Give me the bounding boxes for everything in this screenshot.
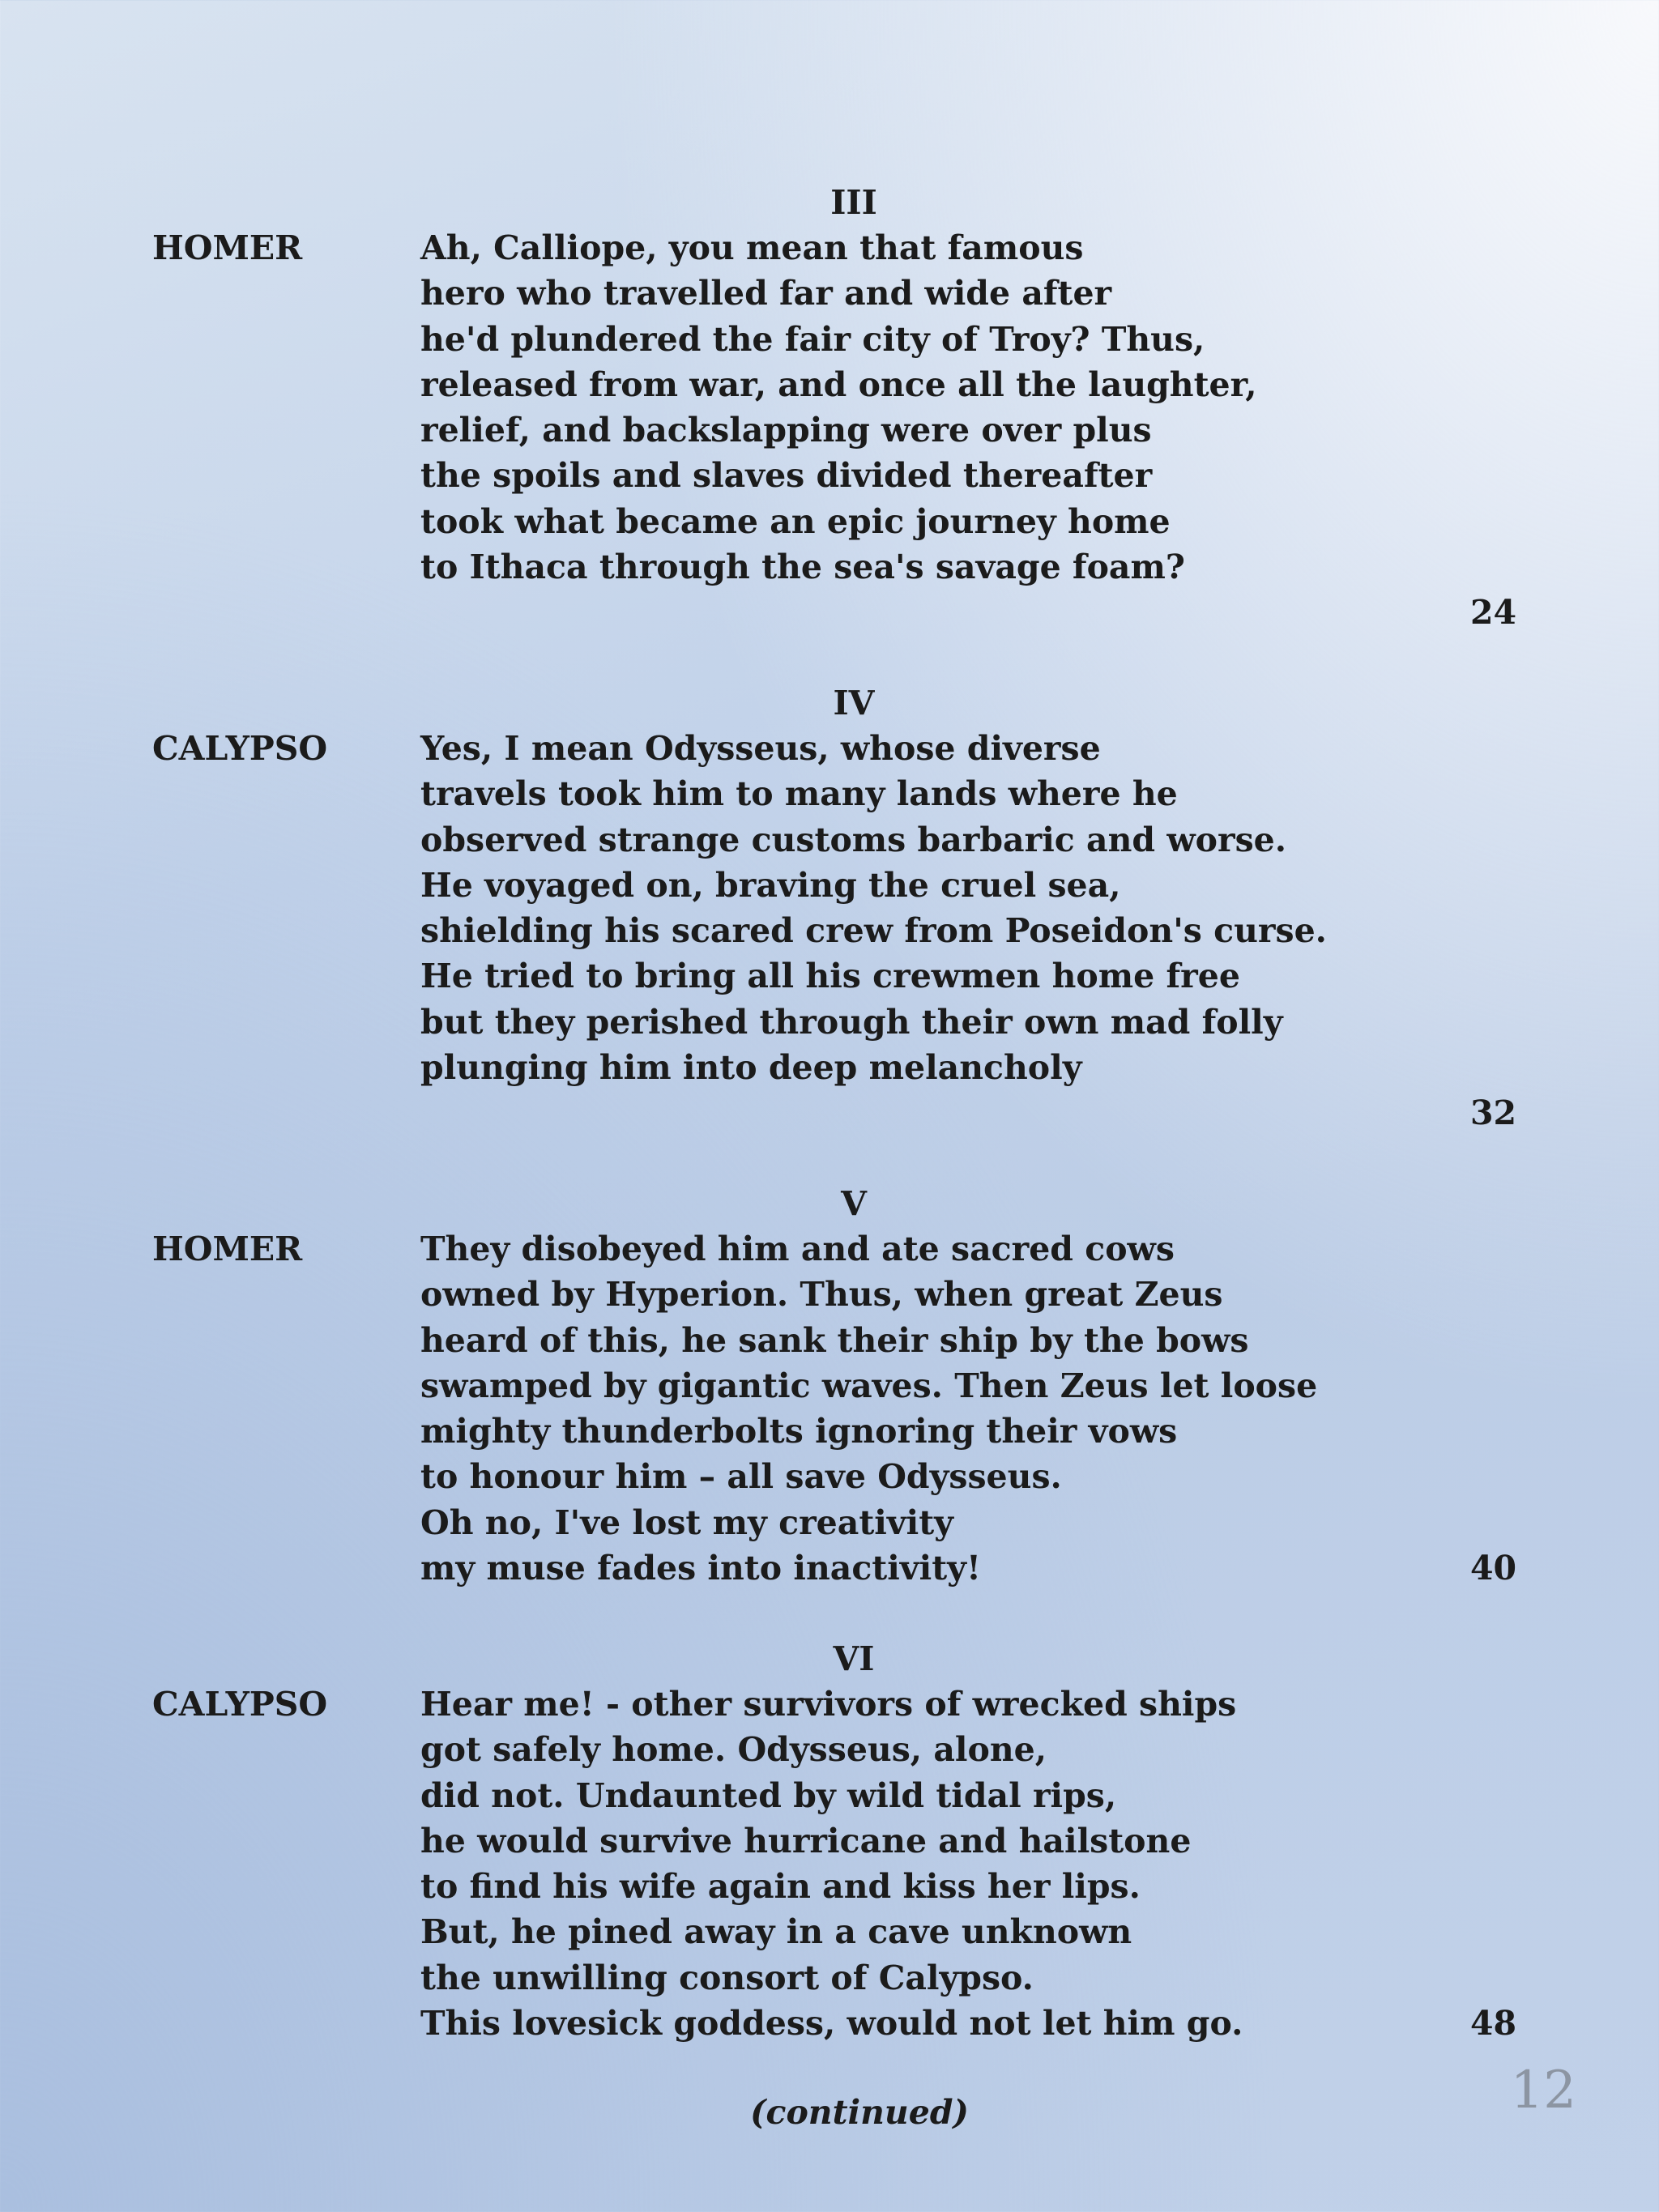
speaker-name: CALYPSO <box>152 1685 328 1724</box>
verse-line: to Ithaca through the sea's savage foam? <box>420 548 1185 587</box>
speaker-name: HOMER <box>152 1230 303 1268</box>
verse-line: plunging him into deep melancholy <box>420 1048 1082 1088</box>
line-number: 40 <box>1469 1549 1516 1588</box>
verse-line: the unwilling consort of Calypso. <box>420 1958 1034 1997</box>
verse-line: Hear me! - other survivors of wrecked ships <box>420 1685 1237 1724</box>
verse-line: hero who travelled far and wide after <box>420 274 1112 313</box>
verse-line: He tried to bring all his crewmen home free <box>420 957 1240 996</box>
stanza-lines <box>420 726 1327 1090</box>
stanza-lines <box>420 225 1257 590</box>
line-number: 32 <box>1469 1093 1516 1132</box>
verse-line: relief, and backslapping were over plus <box>420 411 1152 450</box>
verse-line: but they perished through their own mad folly <box>420 1002 1283 1042</box>
stanza-numeral: III <box>830 183 877 222</box>
continued-note: (continued) <box>750 2093 969 2132</box>
verse-line: he'd plundered the fair city of Troy? Thus, <box>420 319 1205 359</box>
verse-line: observed strange customs barbaric and worse. <box>420 820 1287 859</box>
verse-line: he would survive hurricane and hailstone <box>420 1821 1192 1860</box>
verse-line: swamped by gigantic waves. Then Zeus let loose <box>420 1366 1318 1405</box>
verse-line: shielding his scared crew from Poseidon's curse. <box>420 911 1327 951</box>
page-number: 12 <box>1510 2061 1576 2120</box>
verse-line: mighty thunderbolts ignoring their vows <box>420 1412 1178 1451</box>
speaker-name: CALYPSO <box>152 729 328 768</box>
verse-line: to find his wife again and kiss her lips. <box>420 1867 1141 1907</box>
verse-line: Yes, I mean Odysseus, whose diverse <box>420 729 1101 768</box>
verse-line: heard of this, he sank their ship by the bows <box>420 1320 1249 1360</box>
verse-line: owned by Hyperion. Thus, when great Zeus <box>420 1275 1223 1315</box>
stanza-numeral: VI <box>833 1639 875 1678</box>
verse-line: took what became an epic journey home <box>420 501 1171 541</box>
stanza-numeral: IV <box>833 684 875 722</box>
stanza-lines <box>420 1226 1317 1591</box>
verse-line: my muse fades into inactivity! <box>420 1549 981 1588</box>
verse-line: to honour him – all save Odysseus. <box>420 1457 1062 1497</box>
verse-line: Oh no, I've lost my creativity <box>420 1502 954 1542</box>
verse-line: got safely home. Odysseus, alone, <box>420 1730 1047 1770</box>
verse-line: Ah, Calliope, you mean that famous <box>420 228 1084 267</box>
line-number: 48 <box>1469 2004 1516 2043</box>
verse-line: He voyaged on, braving the cruel sea, <box>420 865 1121 905</box>
verse-line: released from war, and once all the laughter, <box>420 364 1257 404</box>
line-number: 24 <box>1469 593 1516 632</box>
speaker-name: HOMER <box>152 228 303 267</box>
verse-line: did not. Undaunted by wild tidal rips, <box>420 1775 1117 1815</box>
stanza-numeral: V <box>841 1184 867 1223</box>
verse-line: This lovesick goddess, would not let him go. <box>420 2004 1243 2044</box>
verse-line: But, he pined away in a cave unknown <box>420 1912 1132 1952</box>
stanza-lines <box>420 1681 1243 2046</box>
verse-line: the spoils and slaves divided thereafter <box>420 456 1153 496</box>
verse-line: travels took him to many lands where he <box>420 774 1178 814</box>
verse-line: They disobeyed him and ate sacred cows <box>420 1230 1175 1268</box>
